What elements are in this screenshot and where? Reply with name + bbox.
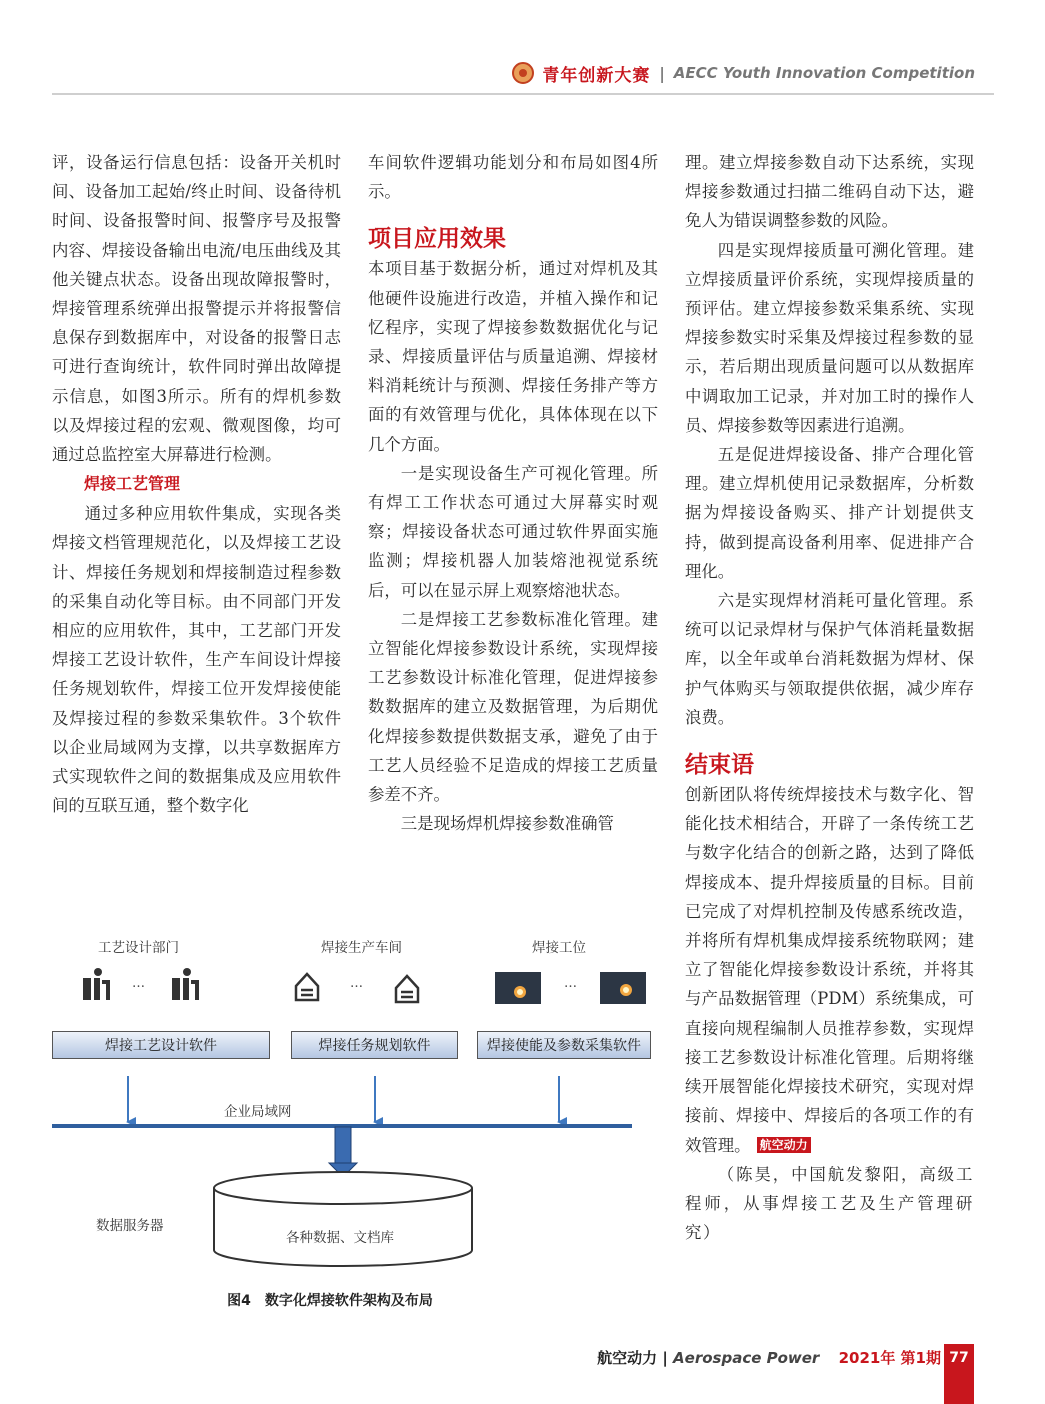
competition-logo-icon (512, 62, 534, 84)
paragraph (685, 780, 974, 1160)
header-separator: | (659, 63, 665, 83)
issue-label: 2021年 第1期 (838, 1349, 941, 1367)
running-header (512, 60, 975, 86)
conclusion-text: 创新团队将传统焊接技术与数字化、智能化技术相结合，开辟了一条传统工艺与数字化结合的创新之路，达到了降低焊接成本、提升焊接质量的目标。目前已完成了对焊机控制及传感系统改造，并将所有焊机集成焊接系统物联网；建立了智能化焊接参数设计系统，并将其与产品数据管理（PDM）系统集成，可直接向规程编制人员推荐参数，实现焊接工艺参数设计标准化管理。后期将继续开展智能化焊接技术研究，实现对焊接前、焊接中、焊接后的各项工作的有效管理。 (685, 785, 974, 1155)
paragraph: 车间软件逻辑功能划分和布局如图4所示。 (368, 153, 658, 202)
software-box-param-collection: 焊接使能及参数采集软件 (477, 1031, 651, 1059)
software-box-task-planning: 焊接任务规划软件 (291, 1031, 458, 1059)
paragraph: 四是实现焊接质量可溯化管理。建立焊接质量评价系统，实现焊接质量的预评估。建立焊接参数采集系统、实现焊接参数实时采集及焊接过程参数的显示，若后期出现质量问题可以从数据库中调取加工记录，并对加工时的操作人员、焊接参数等因素进行追溯。 (685, 240, 974, 435)
column-3 (685, 148, 974, 1247)
section-heading-results: 项目应用效果 (368, 226, 506, 253)
paragraph: 评，设备运行信息包括：设备开关机时间、设备加工起始/终止时间、设备待机时间、设备报警时间、报警序号及报警内容、焊接设备输出电流/电压曲线及其他关键点状态。设备出现故障报警时，焊接管理系统弹出报警提示并将报警信息保存到数据库中，对设备的报警日志可进行查询统计，软件同时弹出故障提示信息，如图3所示。所有的焊机参数以及焊接过程的宏观、微观图像，均可通过总监控室大屏幕进行检测。 (52, 153, 341, 465)
paragraph: 六是实现焊材消耗可量化管理。系统可以记录焊材与保护气体消耗量数据库，以全年或单台消耗数据为焊材、保护气体购买与领取提供依据，减少库存浪费。 (685, 591, 974, 727)
database-label: 各种数据、文档库 (286, 1230, 394, 1246)
paragraph: 五是促进焊接设备、排产合理化管理。建立焊机使用记录数据库，分析数据为焊接设备购买、排产计划提供支持，做到提高设备利用率、促进排产合理化。 (685, 445, 974, 581)
server-label: 数据服务器 (96, 1218, 164, 1234)
paragraph: 二是焊接工艺参数标准化管理。建立智能化焊接参数设计系统，实现焊接工艺参数设计标准化管理，促进焊接参数数据库的建立及数据管理，为后期优化焊接参数提供数据支承，避免了由于工艺人员经验不足造成的焊接工艺质量参差不齐。 (368, 609, 658, 805)
software-box-process-design: 焊接工艺设计软件 (52, 1031, 270, 1059)
ellipsis: … (350, 976, 363, 991)
dept-station-label: 焊接工位 (532, 940, 586, 956)
dept-workshop-label: 焊接生产车间 (321, 940, 402, 956)
paragraph: 一是实现设备生产可视化管理。所有焊工工作状态可通过大屏幕实时观察；焊接设备状态可通过软件界面实施监测；焊接机器人加装熔池视觉系统后，可以在显示屏上观察熔池状态。 (368, 463, 658, 600)
lan-label: 企业局域网 (224, 1104, 292, 1120)
dept-process-design-label: 工艺设计部门 (98, 940, 179, 956)
header-title-en: AECC Youth Innovation Competition (673, 64, 975, 82)
header-rule (52, 93, 994, 95)
paragraph: 理。建立焊接参数自动下达系统，实现焊接参数通过扫描二维码自动下达，避免人为错误调整参数的风险。 (685, 153, 974, 231)
figure-caption: 图4 数字化焊接软件架构及布局 (227, 1293, 433, 1309)
column-2 (368, 148, 658, 838)
subheading-welding-process: 焊接工艺管理 (84, 474, 181, 494)
ellipsis: … (564, 976, 577, 991)
page-footer: 航空动力 | Aerospace Power 2021年 第1期 (597, 1349, 941, 1367)
arrow-lan-to-server (335, 1127, 351, 1163)
paragraph: 三是现场焊机焊接参数准确管 (400, 814, 614, 834)
column-1 (52, 148, 341, 820)
section-heading-conclusion: 结束语 (685, 752, 754, 779)
header-title-zh: 青年创新大赛 (542, 65, 651, 86)
figure-4-diagram (52, 930, 660, 1290)
author-byline: （陈昊，中国航发黎阳，高级工程师，从事焊接工艺及生产管理研究） (685, 1164, 974, 1243)
paragraph: 本项目基于数据分析，通过对焊机及其他硬件设施进行改造，并植入操作和记忆程序，实现了焊接参数数据优化与记录、焊接质量评估与质量追溯、焊接材料消耗统计与预测、焊接任务排产等方面的有效管理与优化，具体体现在以下几个方面。 (368, 259, 658, 454)
ellipsis: … (132, 976, 145, 991)
page-number: 77 (944, 1344, 974, 1404)
paragraph: 通过多种应用软件集成，实现各类焊接文档管理规范化，以及焊接工艺设计、焊接任务规划和焊接制造过程参数的采集自动化等目标。由不同部门开发相应的应用软件，其中，工艺部门开发焊接工艺设计软件，生产车间设计焊接任务规划软件，焊接工位开发焊接使能及焊接过程的参数采集软件。3个软件以企业局域网为支撑，以共享数据库方式实现软件之间的数据集成及应用软件间的互联互通，整个数字化 (52, 504, 341, 816)
journal-end-mark: 航空动力 (757, 1137, 811, 1153)
journal-name-zh: 航空动力 (597, 1349, 658, 1367)
journal-name-en: Aerospace Power (673, 1349, 820, 1367)
